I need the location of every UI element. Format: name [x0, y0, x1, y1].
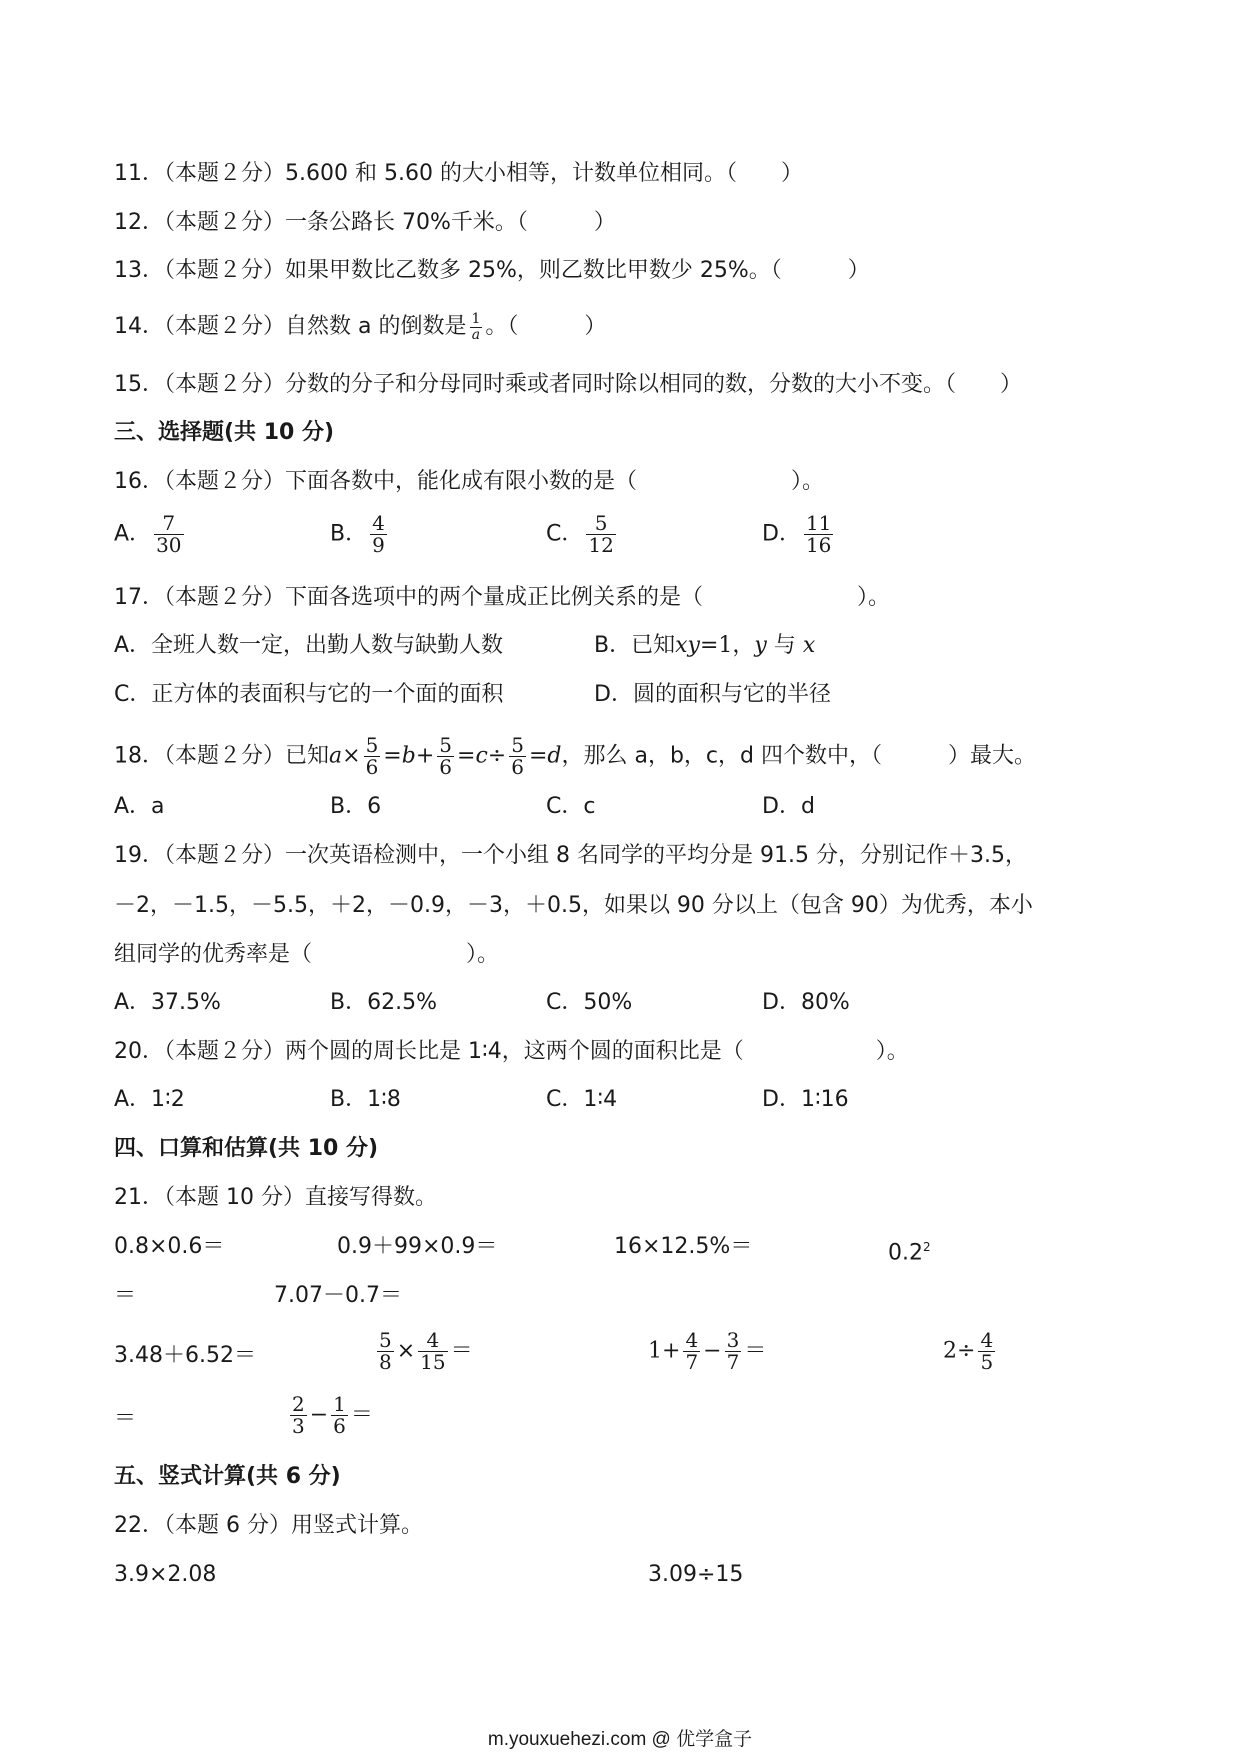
q17-option-b: B．已知xy=1，y 与 x: [594, 633, 816, 658]
vertical-calc-item: 3.9×2.08: [114, 1562, 217, 1587]
calc-item: $\frac{2}{3}$ − $\frac{1}{6}$ ＝: [292, 1392, 373, 1438]
fraction: $\frac{2}{3}$: [292, 1392, 305, 1438]
q17-option-c: C．正方体的表面积与它的一个面的面积: [114, 682, 504, 707]
calc-item: $0.2^2$: [888, 1240, 931, 1266]
question-14: [114, 312, 606, 342]
calc-item: 3.48＋6.52＝: [114, 1343, 256, 1368]
q20-option-a: A．1∶2: [114, 1087, 185, 1112]
footer-watermark: m.youxuehezi.com @ 优学盒子: [487, 1729, 753, 1750]
fraction: $\frac{4}{7}$: [685, 1328, 699, 1374]
question-14-text: 14．（本题２分）自然数 a 的倒数是: [114, 314, 467, 340]
fraction-5-6: $\frac{5}{6}$: [511, 733, 524, 779]
question-16: 16．（本题２分）下面各数中，能化成有限小数的是（ ）。: [114, 469, 824, 494]
q20-option-d: D．1∶16: [762, 1087, 849, 1112]
q16-option-c: C． $\frac{5}{12}$: [546, 511, 614, 557]
fraction-1-over-a: $\frac{1}{a}$: [471, 311, 481, 343]
q17-option-d: D．圆的面积与它的半径: [594, 682, 831, 707]
section-5-title: 五、竖式计算(共 6 分): [114, 1464, 341, 1489]
question-20: 20．（本题２分）两个圆的周长比是 1∶4，这两个圆的面积比是（ ）。: [114, 1039, 909, 1064]
q16-option-a: A． $\frac{7}{30}$: [114, 511, 182, 557]
question-22: 22．（本题 6 分）用竖式计算。: [114, 1513, 423, 1538]
section-4-title: 四、口算和估算(共 10 分): [114, 1136, 379, 1161]
calc-item: ＝: [114, 1406, 137, 1431]
fraction: $\frac{4}{15}$: [420, 1328, 446, 1374]
calc-item: $\frac{5}{8}$ × $\frac{4}{15}$ ＝: [379, 1328, 473, 1374]
fraction-5-6: $\frac{5}{6}$: [439, 733, 452, 779]
q18-option-d: D．d: [762, 794, 815, 819]
question-19-line1: 19．（本题２分）一次英语检测中，一个小组 8 名同学的平均分是 91.5 分，分别记作＋3.5，: [114, 843, 1027, 868]
question-19-line3: 组同学的优秀率是（ ）。: [114, 942, 500, 967]
fraction: $\frac{11}{16}$: [805, 511, 832, 557]
q19-option-d: D．80%: [762, 990, 850, 1015]
q20-option-c: C．1∶4: [546, 1087, 618, 1112]
q19-option-c: C．50%: [546, 990, 633, 1015]
q18-option-a: A．a: [114, 794, 165, 819]
question-12: 12．（本题２分）一条公路长 70%千米。（ ）: [114, 210, 616, 235]
q16-option-d: D． $\frac{11}{16}$: [762, 511, 832, 557]
q19-option-a: A．37.5%: [114, 990, 221, 1015]
calc-item: ＝: [114, 1283, 137, 1308]
q18-option-b: B．6: [330, 794, 382, 819]
fraction: $\frac{5}{8}$: [379, 1328, 392, 1374]
calc-item: 7.07－0.7＝: [274, 1283, 402, 1308]
section-3-title: 三、选择题(共 10 分): [114, 420, 335, 445]
fraction: $\frac{7}{30}$: [156, 511, 182, 557]
question-15: 15．（本题２分）分数的分子和分母同时乘或者同时除以相同的数，分数的大小不变。（ ）: [114, 372, 1022, 397]
calc-item: 1+ $\frac{4}{7}$ − $\frac{3}{7}$ ＝: [648, 1328, 767, 1374]
q20-option-b: B．1∶8: [330, 1087, 401, 1112]
question-17: 17．（本题２分）下面各选项中的两个量成正比例关系的是（ ）。: [114, 585, 890, 610]
question-14-tail: 。（ ）: [485, 314, 607, 340]
vertical-calc-item: 3.09÷15: [648, 1562, 744, 1587]
fraction-5-6: $\frac{5}{6}$: [365, 733, 379, 779]
q16-option-b: B． $\frac{4}{9}$: [330, 511, 385, 557]
question-18: 18．（本题２分）已知a× $\frac{5}{6}$ =b+ $\frac{5}{6}$ =c÷ $\frac{5}{6}$ =d，那么 a，b，c，d 四个数中，（ ）最大。: [114, 733, 1036, 779]
calc-item: 0.9＋99×0.9＝: [337, 1234, 498, 1259]
fraction: $\frac{1}{6}$: [333, 1392, 346, 1438]
q17-option-a: A．全班人数一定，出勤人数与缺勤人数: [114, 633, 504, 658]
fraction: $\frac{4}{9}$: [372, 511, 385, 557]
fraction: $\frac{4}{5}$: [980, 1328, 994, 1374]
question-11: 11．（本题２分）5.600 和 5.60 的大小相等，计数单位相同。（ ）: [114, 161, 803, 186]
calc-item: 16×12.5%＝: [614, 1234, 753, 1259]
question-13: 13．（本题２分）如果甲数比乙数多 25%，则乙数比甲数少 25%。（ ）: [114, 258, 870, 283]
calc-item: 0.8×0.6＝: [114, 1234, 225, 1259]
calc-item: 2÷ $\frac{4}{5}$: [943, 1328, 994, 1374]
q18-option-c: C．c: [546, 794, 596, 819]
fraction: $\frac{3}{7}$: [726, 1328, 740, 1374]
q19-option-b: B．62.5%: [330, 990, 437, 1015]
fraction: $\frac{5}{12}$: [588, 511, 614, 557]
question-19-line2: －2，－1.5，－5.5，＋2，－0.9，－3，＋0.5，如果以 90 分以上（包含 90）为优秀，本小: [114, 893, 1033, 918]
question-21: 21．（本题 10 分）直接写得数。: [114, 1185, 437, 1210]
